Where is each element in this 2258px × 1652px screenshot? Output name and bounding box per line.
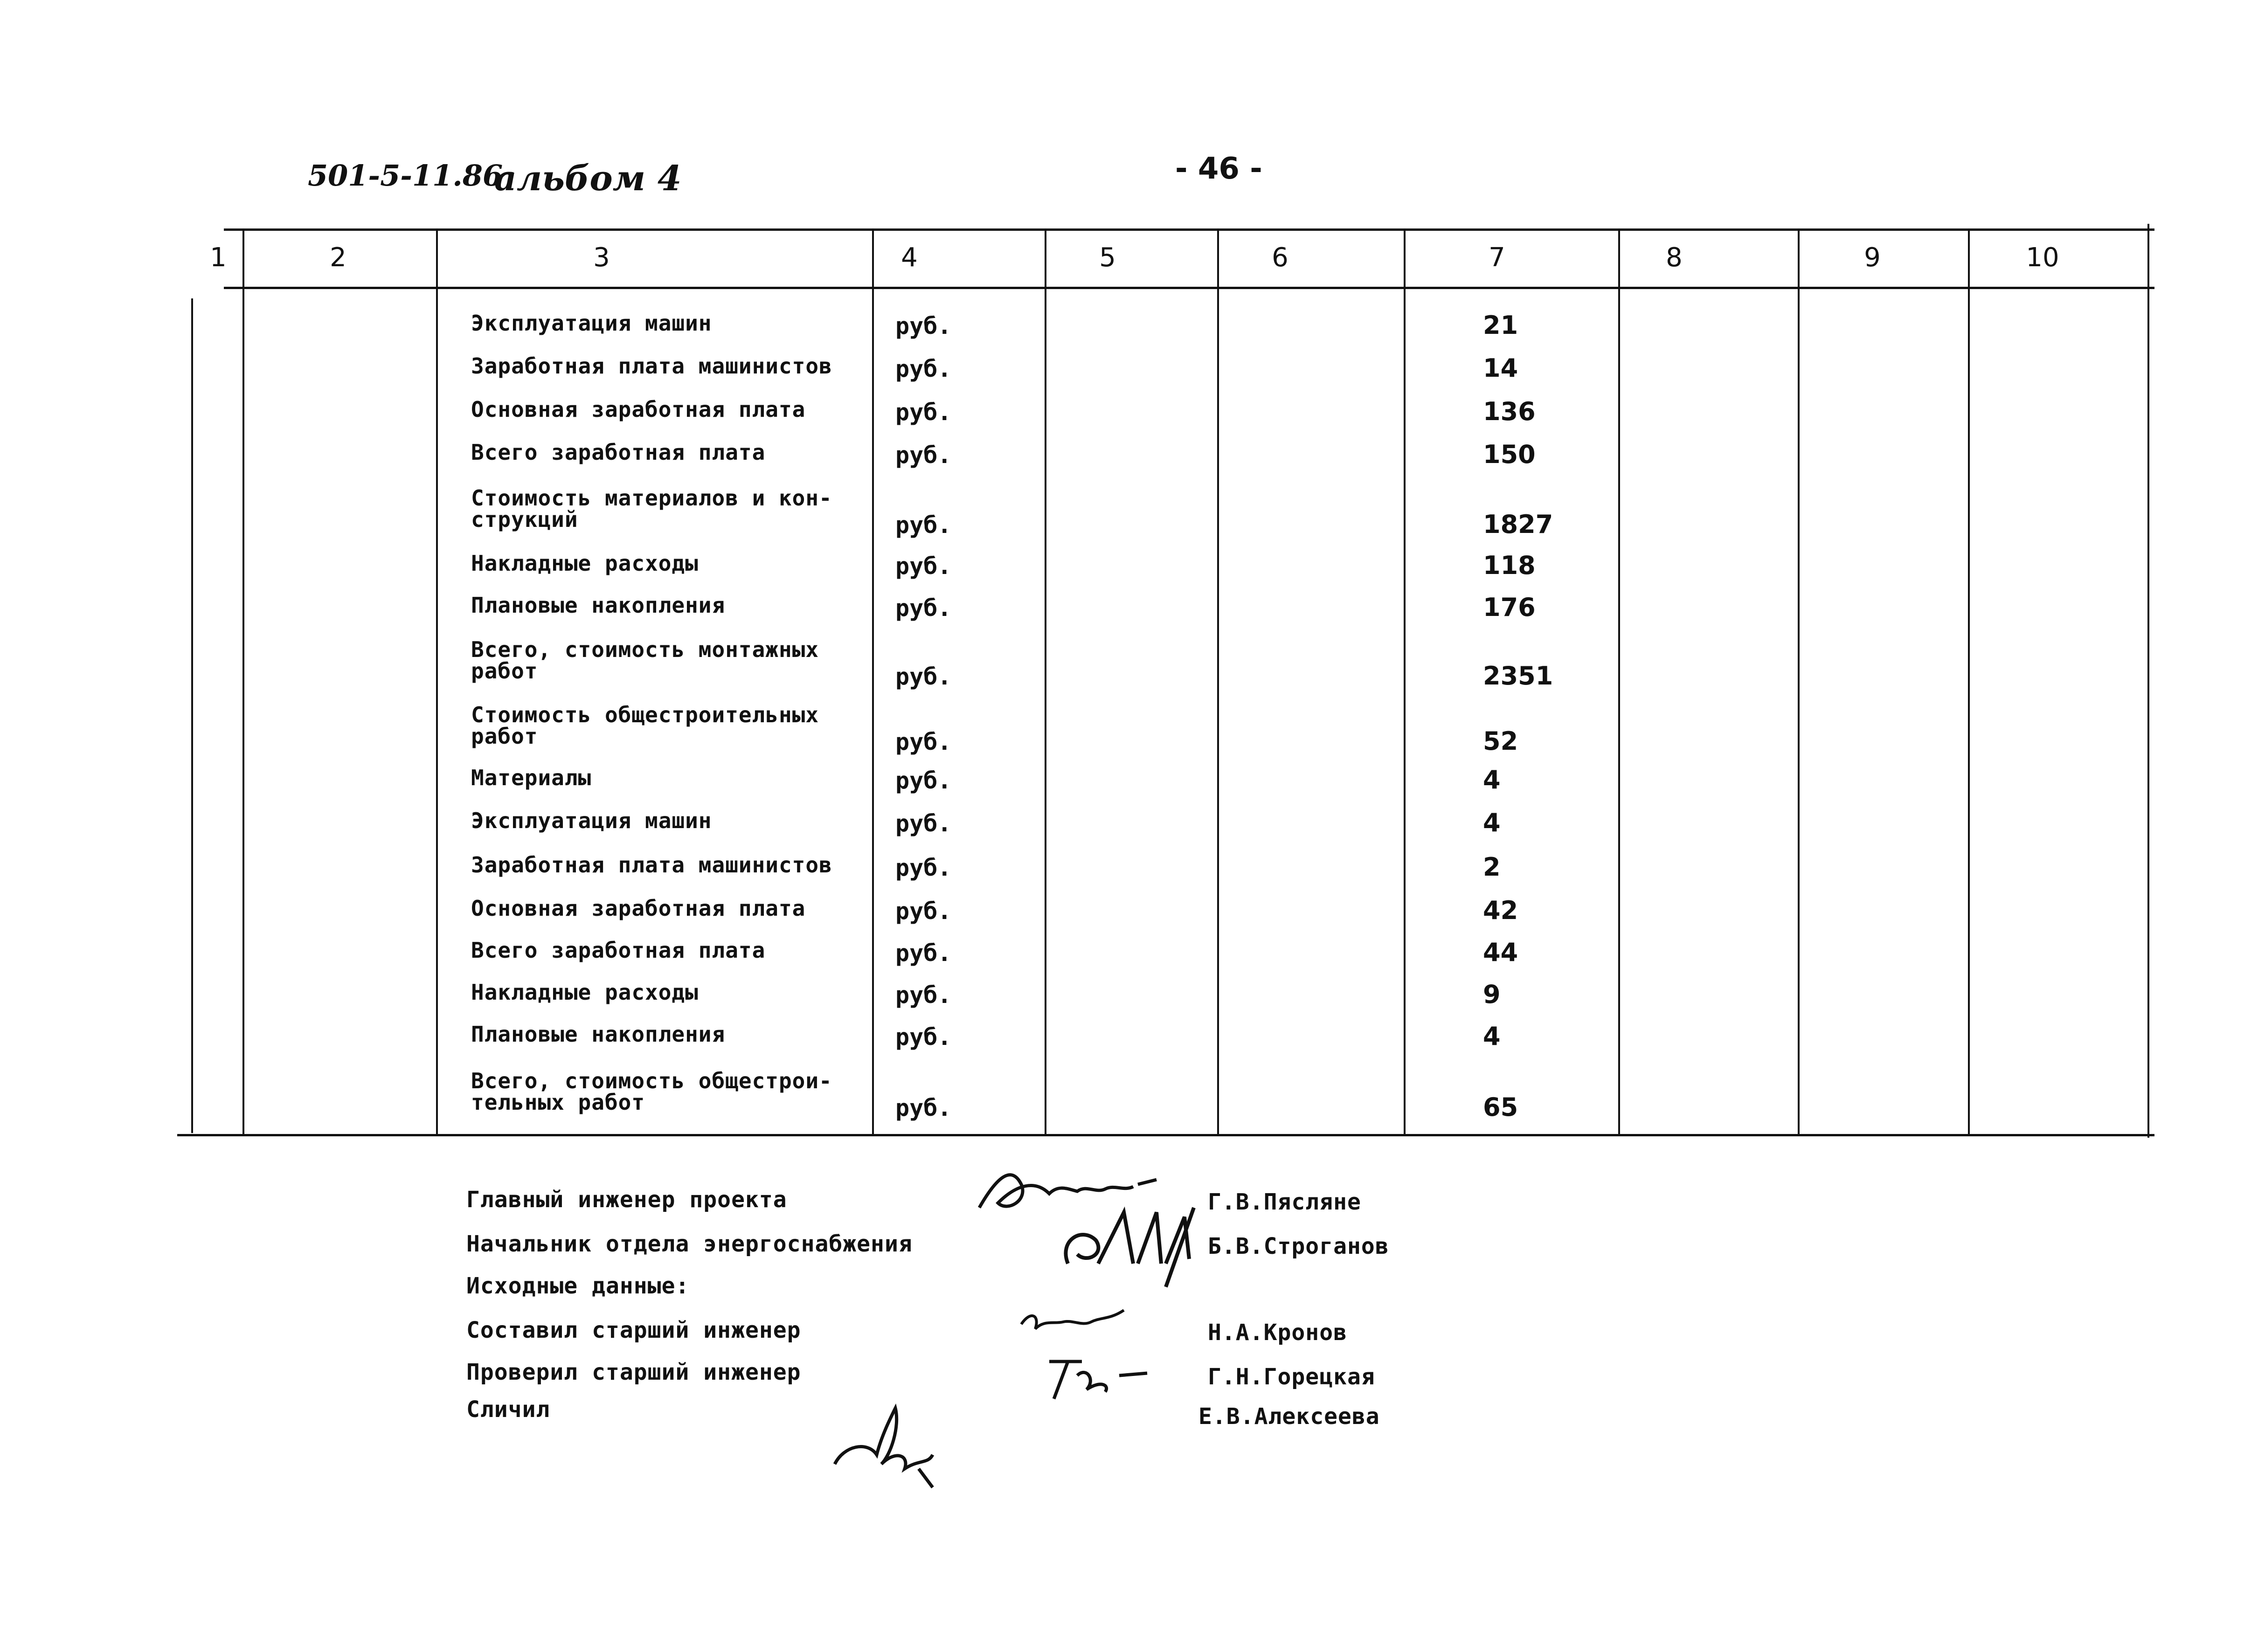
handwritten-signature-mark (1054, 1198, 1222, 1292)
row-unit: руб. (895, 442, 952, 469)
row-unit: руб. (895, 854, 952, 881)
row-unit: руб. (895, 1023, 952, 1051)
row-unit: руб. (895, 312, 952, 339)
column-header-9: 9 (1864, 242, 1881, 273)
row-unit: руб. (895, 594, 952, 622)
document-code: 501-5-11.86 (308, 159, 503, 193)
row-value: 4 (1483, 765, 1501, 795)
row-value: 42 (1483, 896, 1518, 925)
row-value: 21 (1483, 311, 1518, 340)
signature-title: Сличил (466, 1396, 550, 1423)
row-unit: руб. (895, 553, 952, 580)
row-value: 44 (1483, 938, 1518, 967)
row-unit: руб. (895, 1094, 952, 1121)
signature-name: Г.В.Пясляне (1208, 1189, 1361, 1215)
signature-title: Проверил старший инженер (466, 1359, 801, 1385)
column-header-2: 2 (330, 242, 346, 273)
table-col-divider (1798, 231, 1800, 1135)
row-description: Плановые накопления (471, 1022, 726, 1047)
row-unit: руб. (895, 810, 952, 837)
row-value: 118 (1483, 551, 1536, 580)
handwritten-signature-mark (1040, 1348, 1152, 1403)
table-left-edge (191, 298, 193, 1133)
row-description: Заработная плата машинистов (471, 353, 832, 379)
album-label: альбом 4 (494, 159, 682, 199)
row-description: Эксплуатация машин (471, 808, 712, 833)
row-description: Стоимость общестроительных работ (471, 702, 819, 749)
row-value: 2351 (1483, 661, 1553, 691)
row-value: 9 (1483, 980, 1501, 1009)
table-col-divider (1404, 231, 1406, 1135)
row-description: Заработная плата машинистов (471, 852, 832, 878)
row-description: Накладные расходы (471, 551, 699, 576)
row-unit: руб. (895, 355, 952, 382)
row-description: Всего, стоимость монтажных работ (471, 637, 819, 684)
row-value: 1827 (1483, 510, 1553, 539)
signature-title: Исходные данные: (466, 1273, 690, 1299)
table-col-divider (1217, 231, 1219, 1135)
table-header-divider (224, 287, 2154, 289)
column-header-10: 10 (2026, 242, 2059, 273)
signature-title: Составил старший инженер (466, 1317, 801, 1343)
row-description: Всего заработная плата (471, 938, 766, 963)
table-col-divider (872, 231, 874, 1135)
row-description: Накладные расходы (471, 980, 699, 1005)
handwritten-signature-mark (825, 1399, 947, 1492)
row-unit: руб. (895, 663, 952, 690)
row-value: 65 (1483, 1092, 1518, 1122)
row-value: 4 (1483, 1022, 1501, 1051)
row-value: 14 (1483, 353, 1518, 383)
row-value: 52 (1483, 726, 1518, 756)
signature-title: Начальник отдела энергоснабжения (466, 1231, 913, 1257)
row-description: Основная заработная плата (471, 397, 806, 422)
table-col-divider (1045, 231, 1046, 1135)
column-header-7: 7 (1489, 242, 1505, 273)
row-description: Эксплуатация машин (471, 311, 712, 336)
row-unit: руб. (895, 982, 952, 1009)
column-header-6: 6 (1272, 242, 1288, 273)
row-unit: руб. (895, 767, 952, 794)
table-col-divider (436, 231, 438, 1135)
row-unit: руб. (895, 728, 952, 755)
column-header-5: 5 (1099, 242, 1116, 273)
row-description: Материалы (471, 765, 592, 790)
row-unit: руб. (895, 399, 952, 426)
table-top-border (224, 228, 2154, 231)
column-header-3: 3 (593, 242, 610, 273)
row-description: Всего, стоимость общестрои- тельных работ (471, 1068, 832, 1115)
table-col-divider (2147, 224, 2149, 1138)
row-unit: руб. (895, 898, 952, 925)
page-number: - 46 - (1175, 152, 1262, 186)
table-col-divider (1968, 231, 1970, 1135)
table-col-divider (242, 231, 244, 1135)
row-value: 176 (1483, 593, 1536, 622)
column-header-4: 4 (901, 242, 918, 273)
row-description: Стоимость материалов и кон- струкций (471, 485, 832, 532)
row-value: 4 (1483, 808, 1501, 837)
row-description: Основная заработная плата (471, 896, 806, 921)
signature-name: Н.А.Кронов (1208, 1320, 1347, 1346)
row-unit: руб. (895, 511, 952, 539)
column-header-1: 1 (210, 242, 227, 273)
row-description: Всего заработная плата (471, 440, 766, 465)
row-value: 2 (1483, 852, 1501, 882)
row-unit: руб. (895, 940, 952, 967)
row-value: 150 (1483, 440, 1536, 469)
row-value: 136 (1483, 397, 1536, 426)
handwritten-signature-mark (1017, 1301, 1129, 1348)
signature-name: Б.В.Строганов (1208, 1233, 1389, 1259)
signature-title: Главный инженер проекта (466, 1187, 787, 1213)
table-col-divider (1618, 231, 1620, 1135)
column-header-8: 8 (1666, 242, 1683, 273)
row-description: Плановые накопления (471, 593, 726, 618)
signature-name: Е.В.Алексеева (1198, 1403, 1380, 1430)
table-bottom-border (177, 1134, 2154, 1136)
signature-name: Г.Н.Горецкая (1208, 1364, 1375, 1390)
